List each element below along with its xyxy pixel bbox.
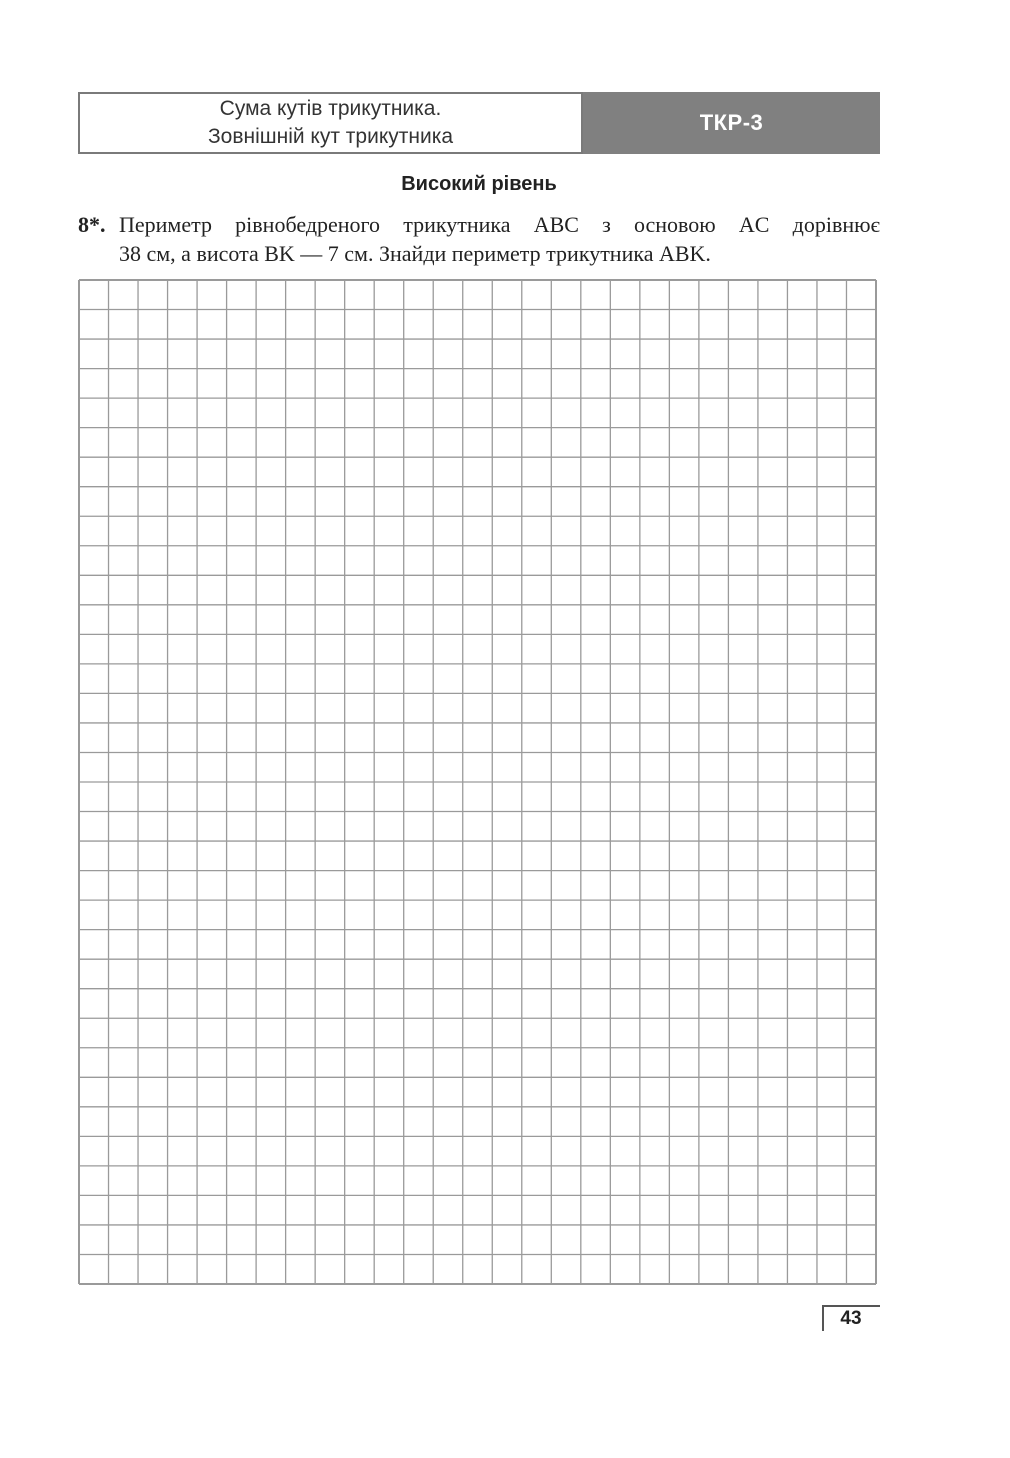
header-code: ТКР-3: [699, 110, 764, 135]
task-text-line1: Периметр рівнобедреного трикутника ABC з основою AC дорівнює: [119, 212, 880, 237]
page-header: [78, 92, 880, 154]
header-topic-line1: Сума кутів трикутника.: [219, 97, 442, 120]
header-topic-line2: Зовнішній кут трикутника: [207, 125, 454, 148]
answer-grid[interactable]: [78, 279, 877, 1285]
task-number: 8*.: [78, 212, 106, 237]
header-code-badge: [583, 92, 880, 154]
page-number: 43: [840, 1308, 862, 1329]
task-text-line2: 38 см, а висота BK — 7 см. Знайди периметр трикутника ABK.: [119, 241, 711, 266]
level-heading: Високий рівень: [401, 173, 557, 195]
header-topic: [78, 92, 583, 154]
